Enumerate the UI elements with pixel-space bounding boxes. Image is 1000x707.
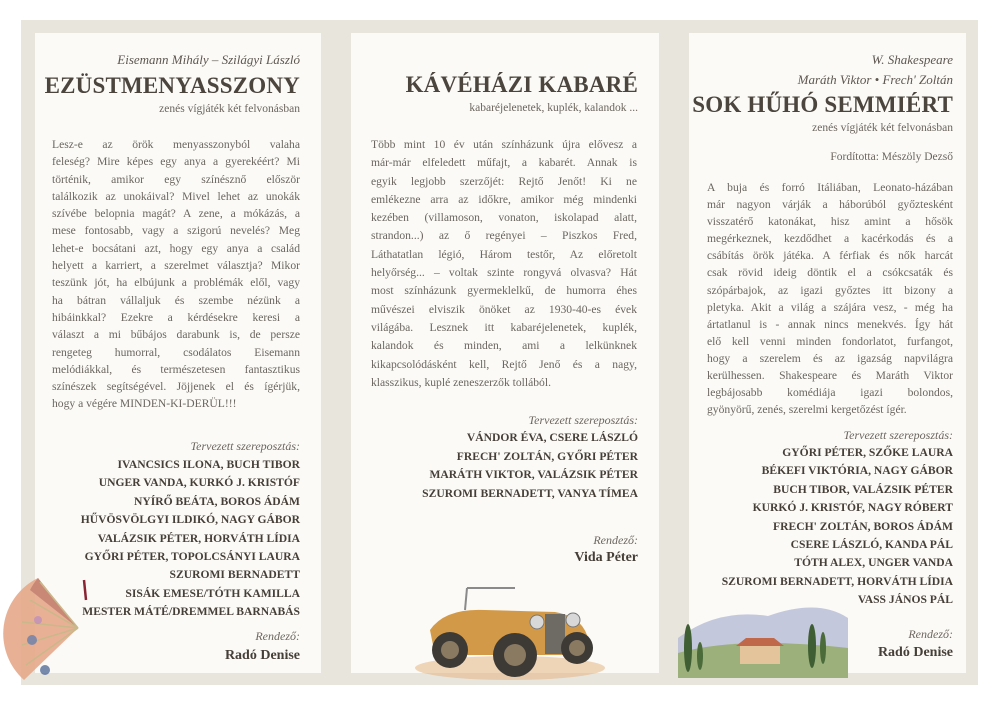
description-line: ártatlanul is - annak nincs menekvés. Így hát	[707, 317, 953, 331]
fan-illustration	[0, 560, 130, 700]
description-line: kalandok és minden, ami a lelkünknek	[371, 339, 637, 353]
panel-kavehazi-kabare	[351, 33, 659, 673]
description-line: Láthatatlan légió, Három testőr, Az előretolt	[371, 247, 637, 261]
cast-line: BÉKEFI VIKTÓRIA, NAGY GÁBOR	[761, 464, 953, 478]
cast-line: SISÁK EMESE/TÓTH KAMILLA	[125, 586, 300, 600]
description-line: szívébe belopnia magát? A zene, a mókázás, a	[52, 207, 300, 221]
description-line: választ a mi bűbájos darabunk is, de persze	[52, 328, 300, 342]
description-line: melódiákkal, és természetesen fantasztikus	[52, 362, 300, 376]
show-translator: Fordította: Mészöly Dezső	[830, 151, 953, 163]
description-line: találkozik az unokáival? Mivel lehet az unokák	[52, 189, 300, 203]
description-line: elő kell venni minden fondorlatot, furfangot,	[707, 334, 953, 348]
cast-list	[422, 429, 638, 503]
director-label: Rendező:	[255, 629, 300, 643]
cast-label: Tervezett szereposztás:	[843, 428, 953, 442]
description-line: most színházunk gyermeklelkű, de humorra éhes	[371, 284, 637, 298]
director-name: Radó Denise	[877, 645, 953, 660]
description-line: történik, amikor egy színésznő először	[52, 172, 300, 186]
description-line: ha bátran vállaljuk és szembe nézünk a	[52, 293, 300, 307]
cast-label: Tervezett szereposztás:	[528, 413, 638, 427]
description-line: kerülhessen. Shakespeare és Maráth Viktor	[707, 369, 953, 383]
cast-line: VASS JÁNOS PÁL	[857, 593, 953, 607]
description-line: hogy a szerelem és az igazság napvilágra	[707, 351, 953, 365]
cast-line: VÁNDOR ÉVA, CSERE LÁSZLÓ	[466, 431, 638, 444]
description-line: teszünk jót, ha elbújunk a problémák elől, vagy	[52, 276, 300, 290]
cast-line: GYŐRI PÉTER, SZŐKE LAURA	[782, 446, 953, 459]
description-line: klasszikus, kuplé zeneszerzők tollából.	[371, 375, 551, 389]
description-line: megérkeznek, kezdődhet a kacérkodás és a	[707, 232, 953, 246]
cast-line: MARÁTH VIKTOR, VALÁZSIK PÉTER	[429, 468, 638, 482]
cast-line: GYŐRI PÉTER, TOPOLCSÁNYI LAURA	[84, 550, 300, 564]
description-line: hibáinkkal? Ezekre a kérdésekre keresi a	[52, 310, 300, 324]
show-title: SOK HŰHÓ SEMMIÉRT	[692, 92, 953, 117]
vintage-car-illustration	[405, 580, 615, 685]
tuscan-landscape-illustration	[678, 598, 858, 683]
show-title: EZÜSTMENYASSZONY	[44, 73, 300, 98]
cast-line: BUCH TIBOR, VALÁZSIK PÉTER	[773, 482, 953, 496]
cast-line: FRECH' ZOLTÁN, GYŐRI PÉTER	[456, 449, 638, 463]
cast-line: SZUROMI BERNADETT, VANYA TÍMEA	[422, 486, 638, 500]
description-line: színészek segítségével. Jöjjenek el és ígérjük,	[52, 380, 300, 394]
description-line: gyönyörű, zenés, szerelmi kergetőzést ígér.	[707, 403, 907, 417]
show-description	[371, 136, 637, 392]
description-line: egyik legjobb szerzőjét: Rejtő Jenőt! Ki ne	[371, 174, 637, 188]
director-name: Radó Denise	[224, 648, 300, 663]
show-subtitle: kabaréjelenetek, kuplék, kalandok ...	[469, 102, 638, 114]
show-description	[707, 179, 953, 418]
description-line: Több mint 10 év után színházunk újra elővesz a	[371, 138, 637, 151]
cast-line: MESTER MÁTÉ/DREMMEL BARNABÁS	[82, 605, 300, 619]
description-line: csak rövid ideig döntik el a csókcsaták és	[707, 266, 953, 280]
panel-sok-huho-semmiert	[689, 33, 966, 673]
show-adapters: Maráth Viktor • Frech' Zoltán	[797, 72, 953, 87]
cast-line: SZUROMI BERNADETT, HORVÁTH LÍDIA	[721, 574, 953, 588]
cast-line: TÓTH ALEX, UNGER VANDA	[794, 556, 953, 570]
description-line: már-már elfeledett műfajt, a kabarét. Annak is	[371, 156, 637, 170]
cast-line: IVANCSICS ILONA, BUCH TIBOR	[117, 458, 300, 471]
description-line: csábítás örök játéka. A férfiak és nők harcát	[707, 249, 953, 263]
description-line: művészei elviszik önöket az 1930-40-es évek	[371, 302, 637, 316]
description-line: már nagyon várják a háborúból győztesként	[707, 198, 953, 212]
description-line: strandon...) az ő regényei – Piszkos Fred,	[371, 229, 637, 243]
cast-list	[722, 444, 953, 610]
description-line: kikapcsolódásként kell, Rejtő Jenő és a nagy,	[371, 357, 637, 371]
description-line: pletyka. Akit a világ a szájára vesz, - még ha	[707, 300, 953, 314]
description-line: mese fontosabb, vagy a szigorú nevelés? Meg	[52, 224, 300, 238]
description-line: Lesz-e az örök menyasszonyból valaha	[52, 138, 300, 151]
description-line: helyett a karriert, a szerelmet választja? Mikor	[52, 259, 300, 273]
cast-line: SZUROMI BERNADETT	[169, 568, 300, 582]
cast-line: HŰVÖSVÖLGYI ILDIKÓ, NAGY GÁBOR	[80, 513, 300, 527]
description-line: rengeteg humorral, csodálatos Eisemann	[52, 345, 300, 359]
description-line: világába. Lesznek itt kabaréjelenetek, kuplék,	[371, 320, 637, 334]
description-line: helyőrség... – voltak szinte rongyvá olvasva? Hát	[371, 266, 637, 280]
description-line: hogy a végére MINDEN-KI-DERÜL!!!	[52, 397, 237, 411]
director-label: Rendező:	[908, 627, 953, 641]
description-line: A buja és forró Itáliában, Leonato-házában	[707, 181, 953, 194]
show-title: KÁVÉHÁZI KABARÉ	[405, 72, 638, 97]
description-line: emlékezne arra az időkre, amikor még mindenki	[371, 192, 637, 206]
description-line: kezében (villamoson, vonaton, iskolapad alatt,	[371, 211, 637, 225]
description-line: feleség? Mire képes egy anya a gyerekéért? Mi	[52, 155, 300, 169]
description-line: lehet-e bocsátani azt, hogy egy anya a család	[52, 241, 300, 255]
show-subtitle: zenés vígjáték két felvonásban	[812, 122, 953, 134]
cast-line: FRECH' ZOLTÁN, BOROS ÁDÁM	[773, 519, 953, 533]
show-subtitle: zenés vígjáték két felvonásban	[159, 103, 300, 115]
show-author: W. Shakespeare	[871, 52, 953, 67]
cast-line: NYÍRŐ BEÁTA, BOROS ÁDÁM	[134, 494, 300, 508]
cast-line: UNGER VANDA, KURKÓ J. KRISTÓF	[98, 476, 300, 490]
director-name: Vida Péter	[574, 550, 638, 565]
description-line: visszatérő katonákat, hisz amint a hősök	[707, 215, 953, 229]
cast-line: VALÁZSIK PÉTER, HORVÁTH LÍDIA	[97, 531, 300, 545]
show-description	[52, 136, 300, 413]
description-line: szópárbajok, az igazi győztes itt bizony a	[707, 283, 953, 297]
cast-line: KURKÓ J. KRISTÓF, NAGY RÓBERT	[752, 501, 953, 515]
cast-line: CSERE LÁSZLÓ, KANDA PÁL	[790, 538, 953, 552]
cast-label: Tervezett szereposztás:	[190, 439, 300, 453]
description-line: legbájosabb komédiája igazi bolondos,	[707, 386, 953, 400]
show-author: Eisemann Mihály – Szilágyi László	[117, 52, 300, 67]
director-label: Rendező:	[593, 533, 638, 547]
